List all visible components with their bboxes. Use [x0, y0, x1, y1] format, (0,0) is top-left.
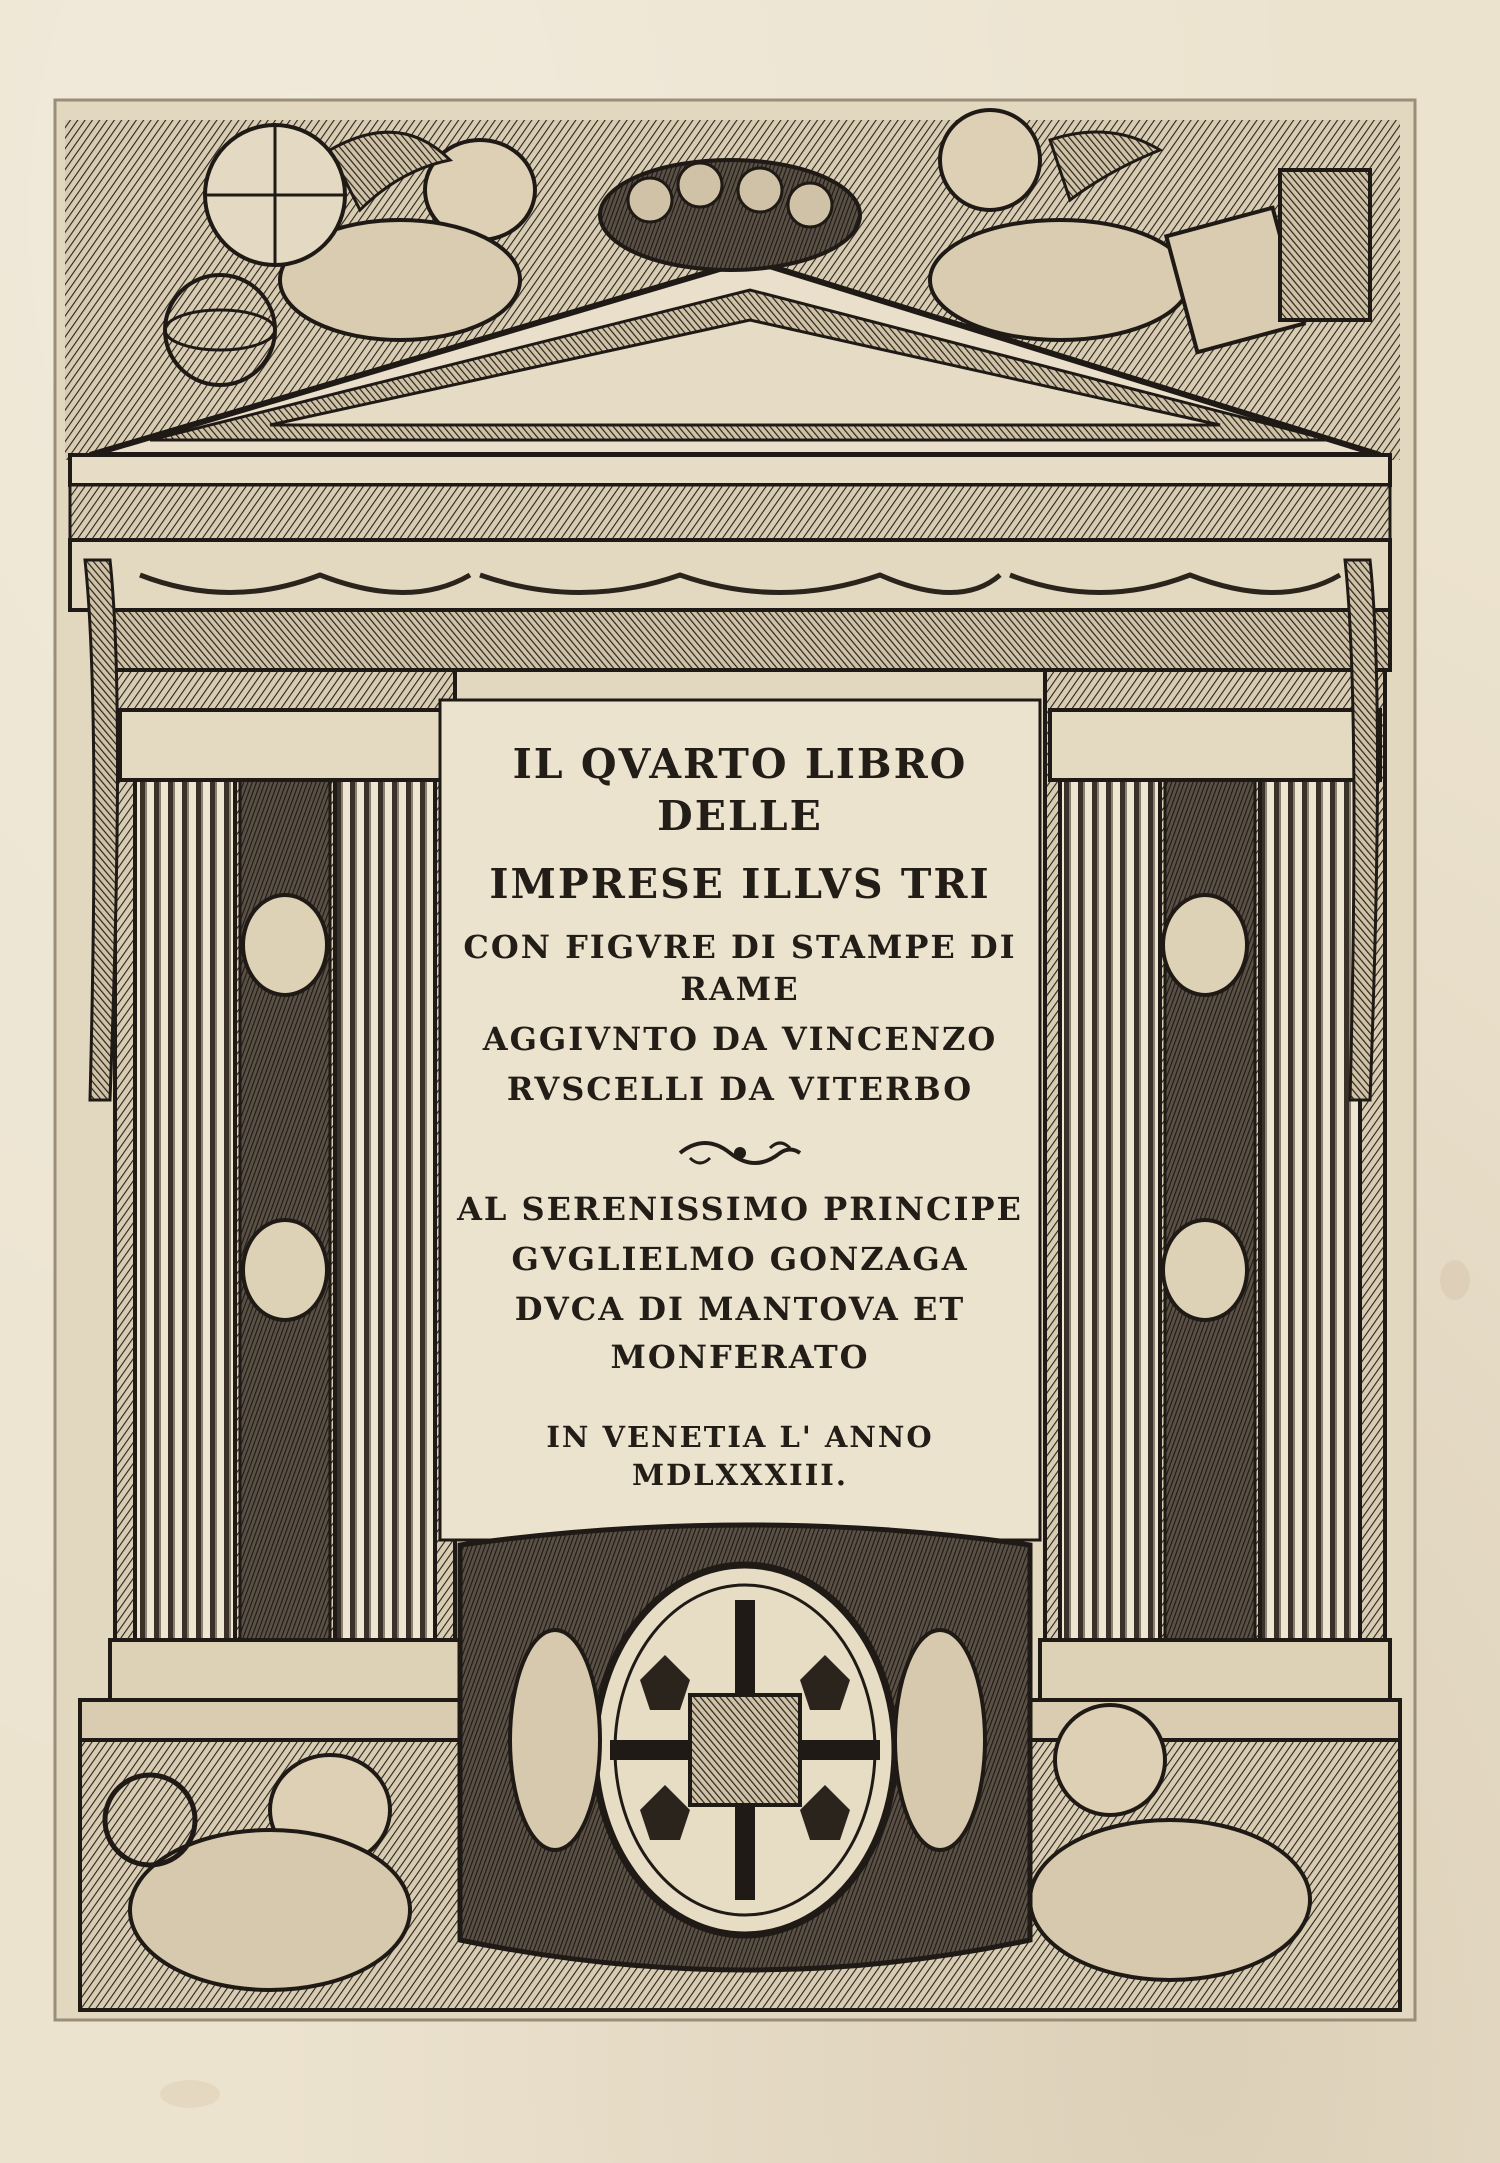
imprint-line: IN VENETIA L' ANNO: [546, 1420, 934, 1454]
column-icon: [135, 780, 235, 1640]
title-line: RAME: [680, 970, 800, 1008]
dedication-line: MONFERATO: [610, 1338, 870, 1376]
fleuron-icon: [670, 1128, 810, 1178]
title-cartouche-text: [440, 720, 1040, 1510]
title-line: DELLE: [657, 792, 823, 840]
grotesque-supporter-right: [895, 1630, 985, 1850]
title-line: AGGIVNTO DA VINCENZO: [482, 1020, 998, 1058]
title-line: IL QVARTO LIBRO: [512, 740, 968, 788]
dedication-line: GVGLIELMO GONZAGA: [511, 1240, 969, 1278]
coat-of-arms-icon: [595, 1565, 895, 1935]
title-line: IMPRESE ILLVS TRI: [489, 860, 991, 908]
fruit-basket-icon: [600, 160, 860, 270]
dedication-line: DVCA DI MANTOVA ET: [514, 1290, 966, 1328]
grotesque-supporter-left: [510, 1630, 600, 1850]
title-line: CON FIGVRE DI STAMPE DI: [463, 928, 1017, 966]
title-line: RVSCELLI DA VITERBO: [506, 1070, 974, 1108]
column-icon: [1060, 780, 1160, 1640]
column-icon: [1260, 780, 1360, 1640]
imprint-date: MDLXXXIII.: [632, 1458, 848, 1492]
cornice: [70, 455, 1390, 485]
column-icon: [335, 780, 435, 1640]
dedication-line: AL SERENISSIMO PRINCIPE: [457, 1190, 1023, 1228]
